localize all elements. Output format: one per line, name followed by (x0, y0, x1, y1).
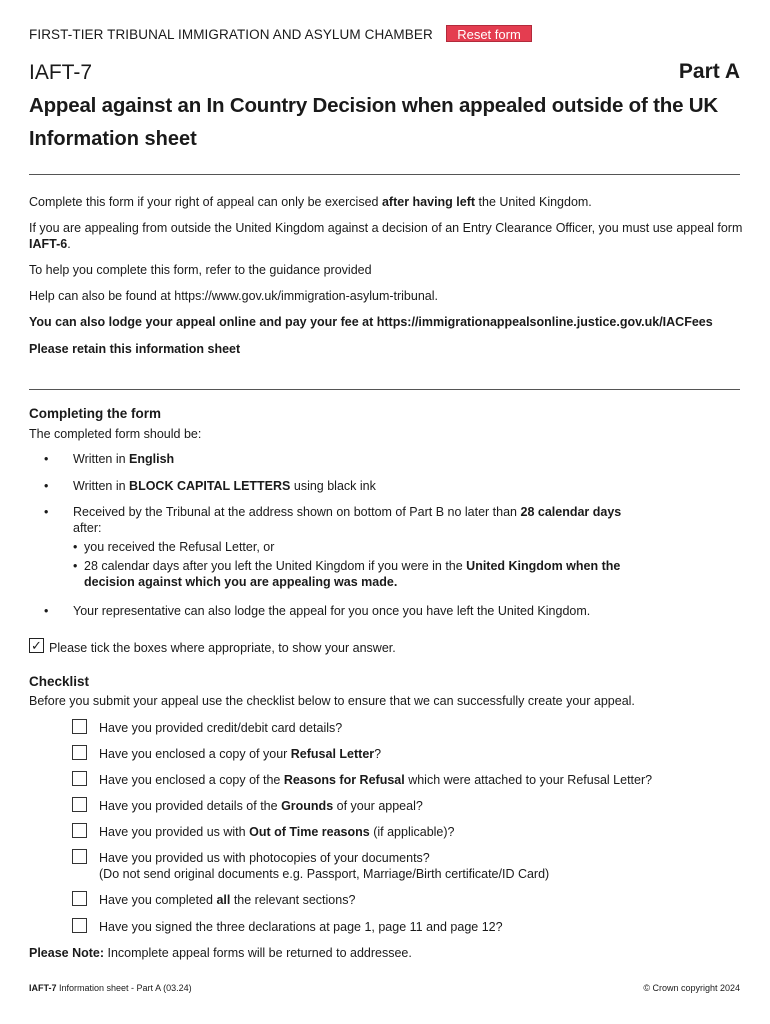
deadline-condition-2: • 28 calendar days after you left the United Kingdom if you were in the United Kingdom when the (73, 559, 621, 573)
divider (29, 389, 740, 390)
help-url-paragraph: Help can also be found at https://www.gov.uk/immigration-asylum-tribunal. (29, 289, 438, 303)
footer-copyright: © Crown copyright 2024 (643, 983, 740, 993)
bullet-dot: • (44, 479, 49, 493)
tick-instruction: Please tick the boxes where appropriate, to show your answer. (49, 641, 396, 655)
reset-form-button[interactable]: Reset form (446, 25, 532, 42)
deadline-condition-1: • you received the Refusal Letter, or (73, 540, 275, 554)
incomplete-forms-note: Please Note: Incomplete appeal forms will be returned to addressee. (29, 946, 412, 960)
checkbox-photocopies[interactable] (72, 849, 87, 864)
requirement-english: Written in English (73, 452, 175, 466)
checklist-item-photocopies: Have you provided us with photocopies of your documents? (Do not send original documents e.g. Passport, Marriage/Birth certificate/ID Card) (99, 851, 550, 881)
intro-paragraph-3: To help you complete this form, refer to the guidance provided (29, 263, 372, 277)
requirement-deadline: Received by the Tribunal at the address shown on bottom of Part B no later than 28 calendar days after: (73, 505, 622, 535)
checkbox-card-details[interactable] (72, 719, 87, 734)
completing-heading: Completing the form (29, 406, 161, 421)
retain-sheet-paragraph: Please retain this information sheet (29, 342, 241, 356)
checklist-item-grounds: Have you provided details of the Grounds of your appeal? (99, 799, 423, 813)
tick-example-icon: ✓ (29, 638, 44, 653)
checklist-lead: Before you submit your appeal use the checklist below to ensure that we can successfully create your appeal. (29, 694, 635, 708)
bullet-dot: • (44, 604, 49, 618)
bullet-dot: • (44, 505, 49, 519)
checkbox-grounds[interactable] (72, 797, 87, 812)
completing-lead: The completed form should be: (29, 427, 202, 441)
page-subtitle: Information sheet (29, 128, 197, 150)
checklist-item-out-of-time: Have you provided us with Out of Time reasons (if applicable)? (99, 825, 455, 839)
requirement-block-capitals: Written in BLOCK CAPITAL LETTERS using black ink (73, 479, 376, 493)
checklist-item-reasons-for-refusal: Have you enclosed a copy of the Reasons for Refusal which were attached to your Refusal Letter? (99, 773, 653, 787)
page-title: Appeal against an In Country Decision when appealed outside of the UK (29, 94, 718, 117)
checklist-heading: Checklist (29, 674, 90, 689)
checklist-item-all-sections: Have you completed all the relevant sections? (99, 893, 356, 907)
checkbox-all-sections[interactable] (72, 891, 87, 906)
part-label: Part A (678, 60, 740, 83)
checklist-item-refusal-letter: Have you enclosed a copy of your Refusal Letter? (99, 747, 382, 761)
checklist-item-card-details: Have you provided credit/debit card details? (99, 721, 343, 735)
checkbox-out-of-time[interactable] (72, 823, 87, 838)
divider (29, 174, 740, 175)
checkbox-refusal-letter[interactable] (72, 745, 87, 760)
checklist-item-declarations: Have you signed the three declarations at page 1, page 11 and page 12? (99, 920, 503, 934)
checkbox-reasons-for-refusal[interactable] (72, 771, 87, 786)
checkbox-declarations[interactable] (72, 918, 87, 933)
representative-note: Your representative can also lodge the appeal for you once you have left the United Kingdom. (73, 604, 591, 618)
deadline-condition-2-continued: decision against which you are appealing was made. (84, 575, 398, 589)
chamber-heading: FIRST-TIER TRIBUNAL IMMIGRATION AND ASYLUM CHAMBER (29, 27, 433, 42)
form-code: IAFT-7 (29, 61, 93, 84)
footer-form-reference: IAFT-7 Information sheet - Part A (03.24) (29, 983, 192, 993)
bullet-dot: • (44, 452, 49, 466)
online-lodge-paragraph: You can also lodge your appeal online and pay your fee at https://immigrationappealsonline.justice.gov.uk/IACFees (29, 315, 713, 329)
intro-paragraph-2: If you are appealing from outside the United Kingdom against a decision of an Entry Clearance Officer, you must use appeal form IAFT-6. (29, 221, 743, 251)
intro-paragraph-1: Complete this form if your right of appeal can only be exercised after having left the United Kingdom. (29, 195, 592, 209)
